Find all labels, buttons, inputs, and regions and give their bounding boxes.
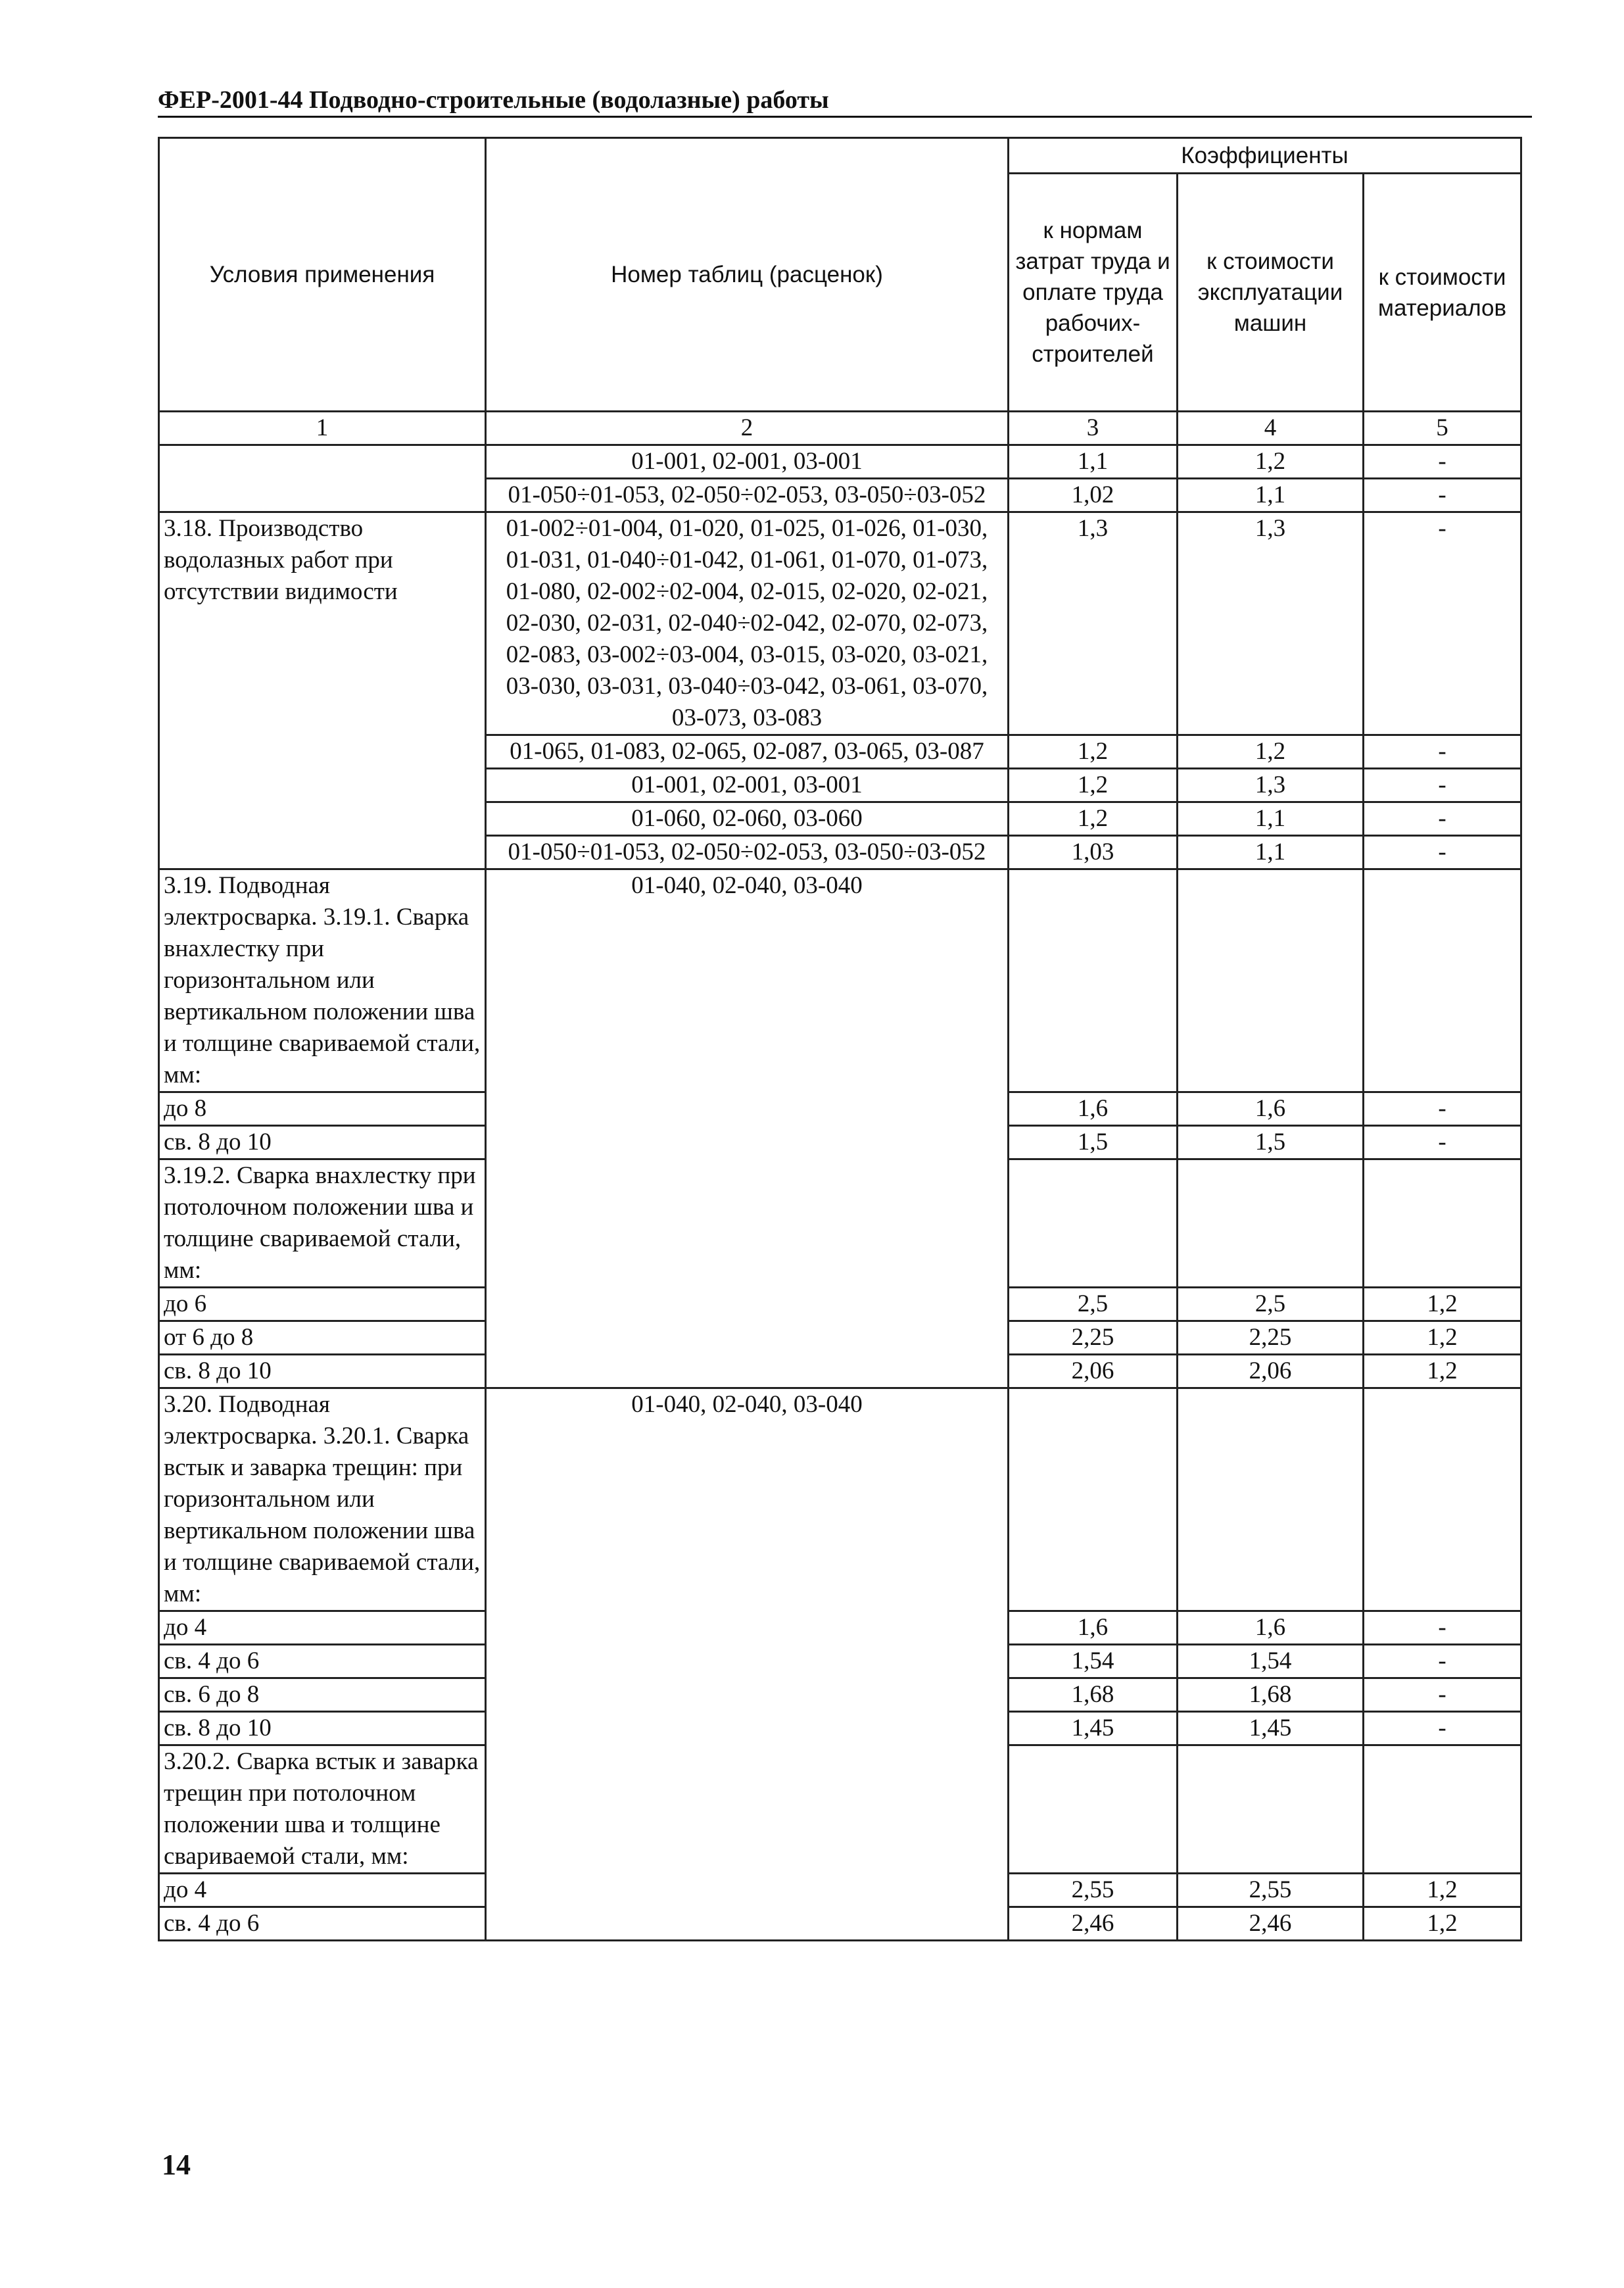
labor-coef-cell: 2,06 bbox=[1009, 1355, 1178, 1388]
table-numbers-cell: 01-050÷01-053, 02-050÷02-053, 03-050÷03-052 bbox=[486, 836, 1009, 869]
machine-coef-cell: 2,5 bbox=[1178, 1288, 1364, 1321]
labor-coef-cell: 1,45 bbox=[1009, 1712, 1178, 1745]
labor-coef-cell: 1,2 bbox=[1009, 802, 1178, 836]
material-coef-cell: - bbox=[1364, 445, 1521, 479]
labor-coef-cell bbox=[1009, 1745, 1178, 1874]
header-machine-coef: к стоимости эксплуатации машин bbox=[1178, 174, 1364, 412]
header-coefficients: Коэффициенты bbox=[1009, 138, 1521, 174]
machine-coef-cell: 2,55 bbox=[1178, 1874, 1364, 1907]
labor-coef-cell: 1,68 bbox=[1009, 1678, 1178, 1712]
material-coef-cell: 1,2 bbox=[1364, 1321, 1521, 1355]
document-header: ФЕР-2001-44 Подводно-строительные (водолазные) работы bbox=[158, 86, 829, 114]
material-coef-cell bbox=[1364, 1159, 1521, 1288]
condition-cell: св. 8 до 10 bbox=[159, 1355, 486, 1388]
material-coef-cell: 1,2 bbox=[1364, 1874, 1521, 1907]
header-material-coef: к стоимости материалов bbox=[1364, 174, 1521, 412]
condition-cell: до 4 bbox=[159, 1611, 486, 1645]
condition-cell: св. 6 до 8 bbox=[159, 1678, 486, 1712]
machine-coef-cell: 1,1 bbox=[1178, 802, 1364, 836]
material-coef-cell: - bbox=[1364, 1126, 1521, 1159]
coefficients-table bbox=[158, 137, 1522, 1941]
table-numbers-cell: 01-001, 02-001, 03-001 bbox=[486, 445, 1009, 479]
header-labor-coef: к нормам затрат труда и оплате труда рабочих-строителей bbox=[1009, 174, 1178, 412]
material-coef-cell: - bbox=[1364, 479, 1521, 512]
labor-coef-cell: 2,55 bbox=[1009, 1874, 1178, 1907]
condition-cell: св. 8 до 10 bbox=[159, 1712, 486, 1745]
labor-coef-cell: 1,1 bbox=[1009, 445, 1178, 479]
material-coef-cell: - bbox=[1364, 735, 1521, 769]
material-coef-cell: - bbox=[1364, 1678, 1521, 1712]
table-row bbox=[159, 445, 1521, 479]
material-coef-cell: - bbox=[1364, 769, 1521, 802]
machine-coef-cell: 1,3 bbox=[1178, 769, 1364, 802]
labor-coef-cell bbox=[1009, 1388, 1178, 1611]
material-coef-cell: 1,2 bbox=[1364, 1907, 1521, 1941]
condition-heading: 3.20.2. Сварка встык и заварка трещин при потолочном положении шва и толщине свариваемой стали, мм: bbox=[159, 1745, 486, 1874]
labor-coef-cell: 1,2 bbox=[1009, 735, 1178, 769]
machine-coef-cell: 1,6 bbox=[1178, 1092, 1364, 1126]
machine-coef-cell: 1,2 bbox=[1178, 445, 1364, 479]
column-number: 4 bbox=[1178, 412, 1364, 445]
material-coef-cell: - bbox=[1364, 836, 1521, 869]
material-coef-cell: - bbox=[1364, 1712, 1521, 1745]
machine-coef-cell bbox=[1178, 869, 1364, 1092]
labor-coef-cell bbox=[1009, 869, 1178, 1092]
table-numbers-cell: 01-065, 01-083, 02-065, 02-087, 03-065, 03-087 bbox=[486, 735, 1009, 769]
condition-cell: 3.18. Производство водолазных работ при отсутствии видимости bbox=[159, 512, 486, 869]
condition-cell: св. 4 до 6 bbox=[159, 1645, 486, 1678]
machine-coef-cell: 1,2 bbox=[1178, 735, 1364, 769]
machine-coef-cell: 2,46 bbox=[1178, 1907, 1364, 1941]
machine-coef-cell: 2,25 bbox=[1178, 1321, 1364, 1355]
labor-coef-cell: 1,54 bbox=[1009, 1645, 1178, 1678]
labor-coef-cell: 1,6 bbox=[1009, 1611, 1178, 1645]
machine-coef-cell bbox=[1178, 1159, 1364, 1288]
table-numbers-cell: 01-040, 02-040, 03-040 bbox=[486, 1388, 1009, 1941]
labor-coef-cell: 1,02 bbox=[1009, 479, 1178, 512]
column-number: 5 bbox=[1364, 412, 1521, 445]
machine-coef-cell bbox=[1178, 1388, 1364, 1611]
material-coef-cell: - bbox=[1364, 1611, 1521, 1645]
column-number: 3 bbox=[1009, 412, 1178, 445]
labor-coef-cell: 2,46 bbox=[1009, 1907, 1178, 1941]
labor-coef-cell: 1,6 bbox=[1009, 1092, 1178, 1126]
material-coef-cell: 1,2 bbox=[1364, 1288, 1521, 1321]
table-numbers-cell: 01-050÷01-053, 02-050÷02-053, 03-050÷03-052 bbox=[486, 479, 1009, 512]
labor-coef-cell: 1,2 bbox=[1009, 769, 1178, 802]
condition-cell: до 4 bbox=[159, 1874, 486, 1907]
table-numbers-cell: 01-060, 02-060, 03-060 bbox=[486, 802, 1009, 836]
machine-coef-cell: 1,3 bbox=[1178, 512, 1364, 735]
column-number: 1 bbox=[159, 412, 486, 445]
table-row bbox=[159, 869, 1521, 1092]
header-table-numbers: Номер таблиц (расценок) bbox=[486, 138, 1009, 412]
condition-cell: св. 8 до 10 bbox=[159, 1126, 486, 1159]
labor-coef-cell: 2,5 bbox=[1009, 1288, 1178, 1321]
machine-coef-cell: 1,54 bbox=[1178, 1645, 1364, 1678]
machine-coef-cell: 1,5 bbox=[1178, 1126, 1364, 1159]
machine-coef-cell bbox=[1178, 1745, 1364, 1874]
material-coef-cell: - bbox=[1364, 512, 1521, 735]
table-numbers-cell: 01-002÷01-004, 01-020, 01-025, 01-026, 01-030, 01-031, 01-040÷01-042, 01-061, 01-070, 01-073, 01-080, 02-002÷02-004, 02-015, 02-020, 02-021, 02-030, 02-031, 02-040÷02-042, 02-070, 02-073, 02-083, 03-002÷03-004, 03-015, 03-020, 03-021, 03-030, 03-031, 03-040÷03-042, 03-061, 03-070, 03-073, 03-083 bbox=[486, 512, 1009, 735]
header-conditions: Условия применения bbox=[159, 138, 486, 412]
machine-coef-cell: 2,06 bbox=[1178, 1355, 1364, 1388]
machine-coef-cell: 1,1 bbox=[1178, 479, 1364, 512]
material-coef-cell: - bbox=[1364, 1645, 1521, 1678]
table-row bbox=[159, 1388, 1521, 1611]
material-coef-cell: 1,2 bbox=[1364, 1355, 1521, 1388]
table-numbers-cell: 01-001, 02-001, 03-001 bbox=[486, 769, 1009, 802]
condition-heading: 3.19. Подводная электросварка. 3.19.1. Сварка внахлестку при горизонтальном или вертикальном положении шва и толщине свариваемой стали, мм: bbox=[159, 869, 486, 1092]
material-coef-cell: - bbox=[1364, 802, 1521, 836]
labor-coef-cell: 1,03 bbox=[1009, 836, 1178, 869]
machine-coef-cell: 1,1 bbox=[1178, 836, 1364, 869]
condition-cell: до 8 bbox=[159, 1092, 486, 1126]
page-number: 14 bbox=[162, 2149, 191, 2181]
machine-coef-cell: 1,45 bbox=[1178, 1712, 1364, 1745]
table-numbers-cell: 01-040, 02-040, 03-040 bbox=[486, 869, 1009, 1388]
labor-coef-cell: 1,3 bbox=[1009, 512, 1178, 735]
condition-cell: до 6 bbox=[159, 1288, 486, 1321]
condition-cell: св. 4 до 6 bbox=[159, 1907, 486, 1941]
column-number: 2 bbox=[486, 412, 1009, 445]
condition-cell bbox=[159, 445, 486, 512]
condition-heading: 3.19.2. Сварка внахлестку при потолочном положении шва и толщине свариваемой стали, мм: bbox=[159, 1159, 486, 1288]
header-rule bbox=[158, 116, 1532, 118]
material-coef-cell: - bbox=[1364, 1092, 1521, 1126]
labor-coef-cell: 1,5 bbox=[1009, 1126, 1178, 1159]
labor-coef-cell: 2,25 bbox=[1009, 1321, 1178, 1355]
labor-coef-cell bbox=[1009, 1159, 1178, 1288]
material-coef-cell bbox=[1364, 869, 1521, 1092]
material-coef-cell bbox=[1364, 1388, 1521, 1611]
condition-cell: от 6 до 8 bbox=[159, 1321, 486, 1355]
table-row bbox=[159, 512, 1521, 735]
condition-heading: 3.20. Подводная электросварка. 3.20.1. Сварка встык и заварка трещин: при горизонтальном или вертикальном положении шва и толщине свариваемой стали, мм: bbox=[159, 1388, 486, 1611]
machine-coef-cell: 1,6 bbox=[1178, 1611, 1364, 1645]
material-coef-cell bbox=[1364, 1745, 1521, 1874]
machine-coef-cell: 1,68 bbox=[1178, 1678, 1364, 1712]
